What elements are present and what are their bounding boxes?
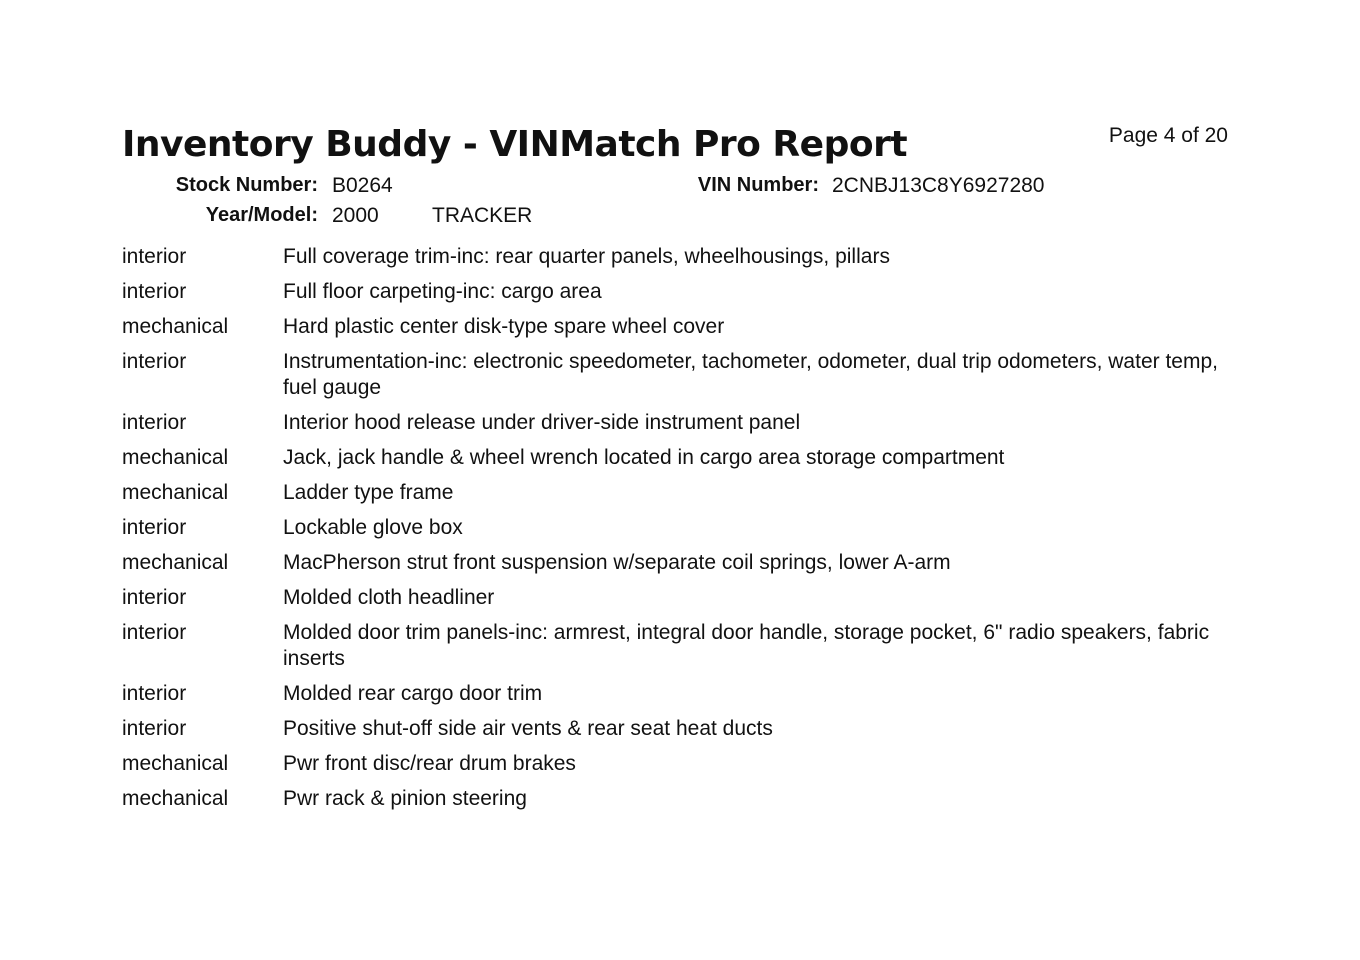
feature-description: Full coverage trim-inc: rear quarter panels, wheelhousings, pillars bbox=[283, 245, 890, 268]
feature-row bbox=[122, 620, 1232, 672]
feature-description: Instrumentation-inc: electronic speedometer, tachometer, odometer, dual trip odometers, water temp, fuel gauge bbox=[283, 350, 1218, 399]
feature-description: Full floor carpeting-inc: cargo area bbox=[283, 280, 602, 303]
feature-category: mechanical bbox=[122, 315, 229, 338]
feature-row bbox=[122, 716, 1232, 742]
feature-description: MacPherson strut front suspension w/separate coil springs, lower A-arm bbox=[283, 551, 951, 574]
feature-row bbox=[122, 585, 1232, 611]
feature-category: mechanical bbox=[122, 551, 229, 574]
feature-description: Molded cloth headliner bbox=[283, 586, 495, 609]
feature-row bbox=[122, 515, 1232, 541]
stock-number-value: B0264 bbox=[332, 174, 393, 197]
feature-category: mechanical bbox=[122, 787, 229, 810]
feature-category: interior bbox=[122, 682, 187, 705]
feature-category: interior bbox=[122, 245, 187, 268]
vin-number-label: VIN Number: bbox=[697, 174, 819, 196]
vin-number-value: 2CNBJ13C8Y6927280 bbox=[832, 174, 1045, 197]
feature-category: interior bbox=[122, 621, 187, 644]
feature-description: Pwr rack & pinion steering bbox=[283, 787, 527, 810]
feature-list bbox=[122, 244, 1232, 821]
feature-description: Hard plastic center disk-type spare wheel cover bbox=[283, 315, 725, 338]
stock-number-label: Stock Number: bbox=[175, 174, 318, 196]
feature-row bbox=[122, 751, 1232, 777]
feature-category: interior bbox=[122, 411, 187, 434]
feature-category: interior bbox=[122, 717, 187, 740]
feature-category: interior bbox=[122, 516, 187, 539]
feature-category: mechanical bbox=[122, 481, 229, 504]
feature-row bbox=[122, 244, 1232, 270]
feature-description: Positive shut-off side air vents & rear seat heat ducts bbox=[283, 717, 773, 740]
feature-description: Ladder type frame bbox=[283, 481, 454, 504]
feature-row bbox=[122, 410, 1232, 436]
page-number: Page 4 of 20 bbox=[1108, 124, 1228, 147]
feature-description: Lockable glove box bbox=[283, 516, 463, 539]
year-value: 2000 bbox=[332, 204, 379, 227]
feature-category: interior bbox=[122, 280, 187, 303]
feature-row bbox=[122, 445, 1232, 471]
feature-row bbox=[122, 279, 1232, 305]
feature-category: interior bbox=[122, 586, 187, 609]
feature-row bbox=[122, 314, 1232, 340]
year-model-label: Year/Model: bbox=[205, 204, 318, 226]
feature-category: mechanical bbox=[122, 446, 229, 469]
feature-description: Interior hood release under driver-side instrument panel bbox=[283, 411, 801, 434]
feature-row bbox=[122, 550, 1232, 576]
feature-row bbox=[122, 786, 1232, 812]
feature-row bbox=[122, 681, 1232, 707]
feature-category: mechanical bbox=[122, 752, 229, 775]
feature-row bbox=[122, 349, 1232, 401]
feature-description: Molded door trim panels-inc: armrest, integral door handle, storage pocket, 6" radio speakers, fabric inserts bbox=[283, 621, 1210, 670]
model-value: TRACKER bbox=[432, 204, 533, 227]
feature-description: Molded rear cargo door trim bbox=[283, 682, 543, 705]
feature-description: Pwr front disc/rear drum brakes bbox=[283, 752, 576, 775]
feature-row bbox=[122, 480, 1232, 506]
feature-description: Jack, jack handle & wheel wrench located in cargo area storage compartment bbox=[283, 446, 1005, 469]
feature-category: interior bbox=[122, 350, 187, 373]
report-title: Inventory Buddy - VINMatch Pro Report bbox=[122, 124, 908, 165]
